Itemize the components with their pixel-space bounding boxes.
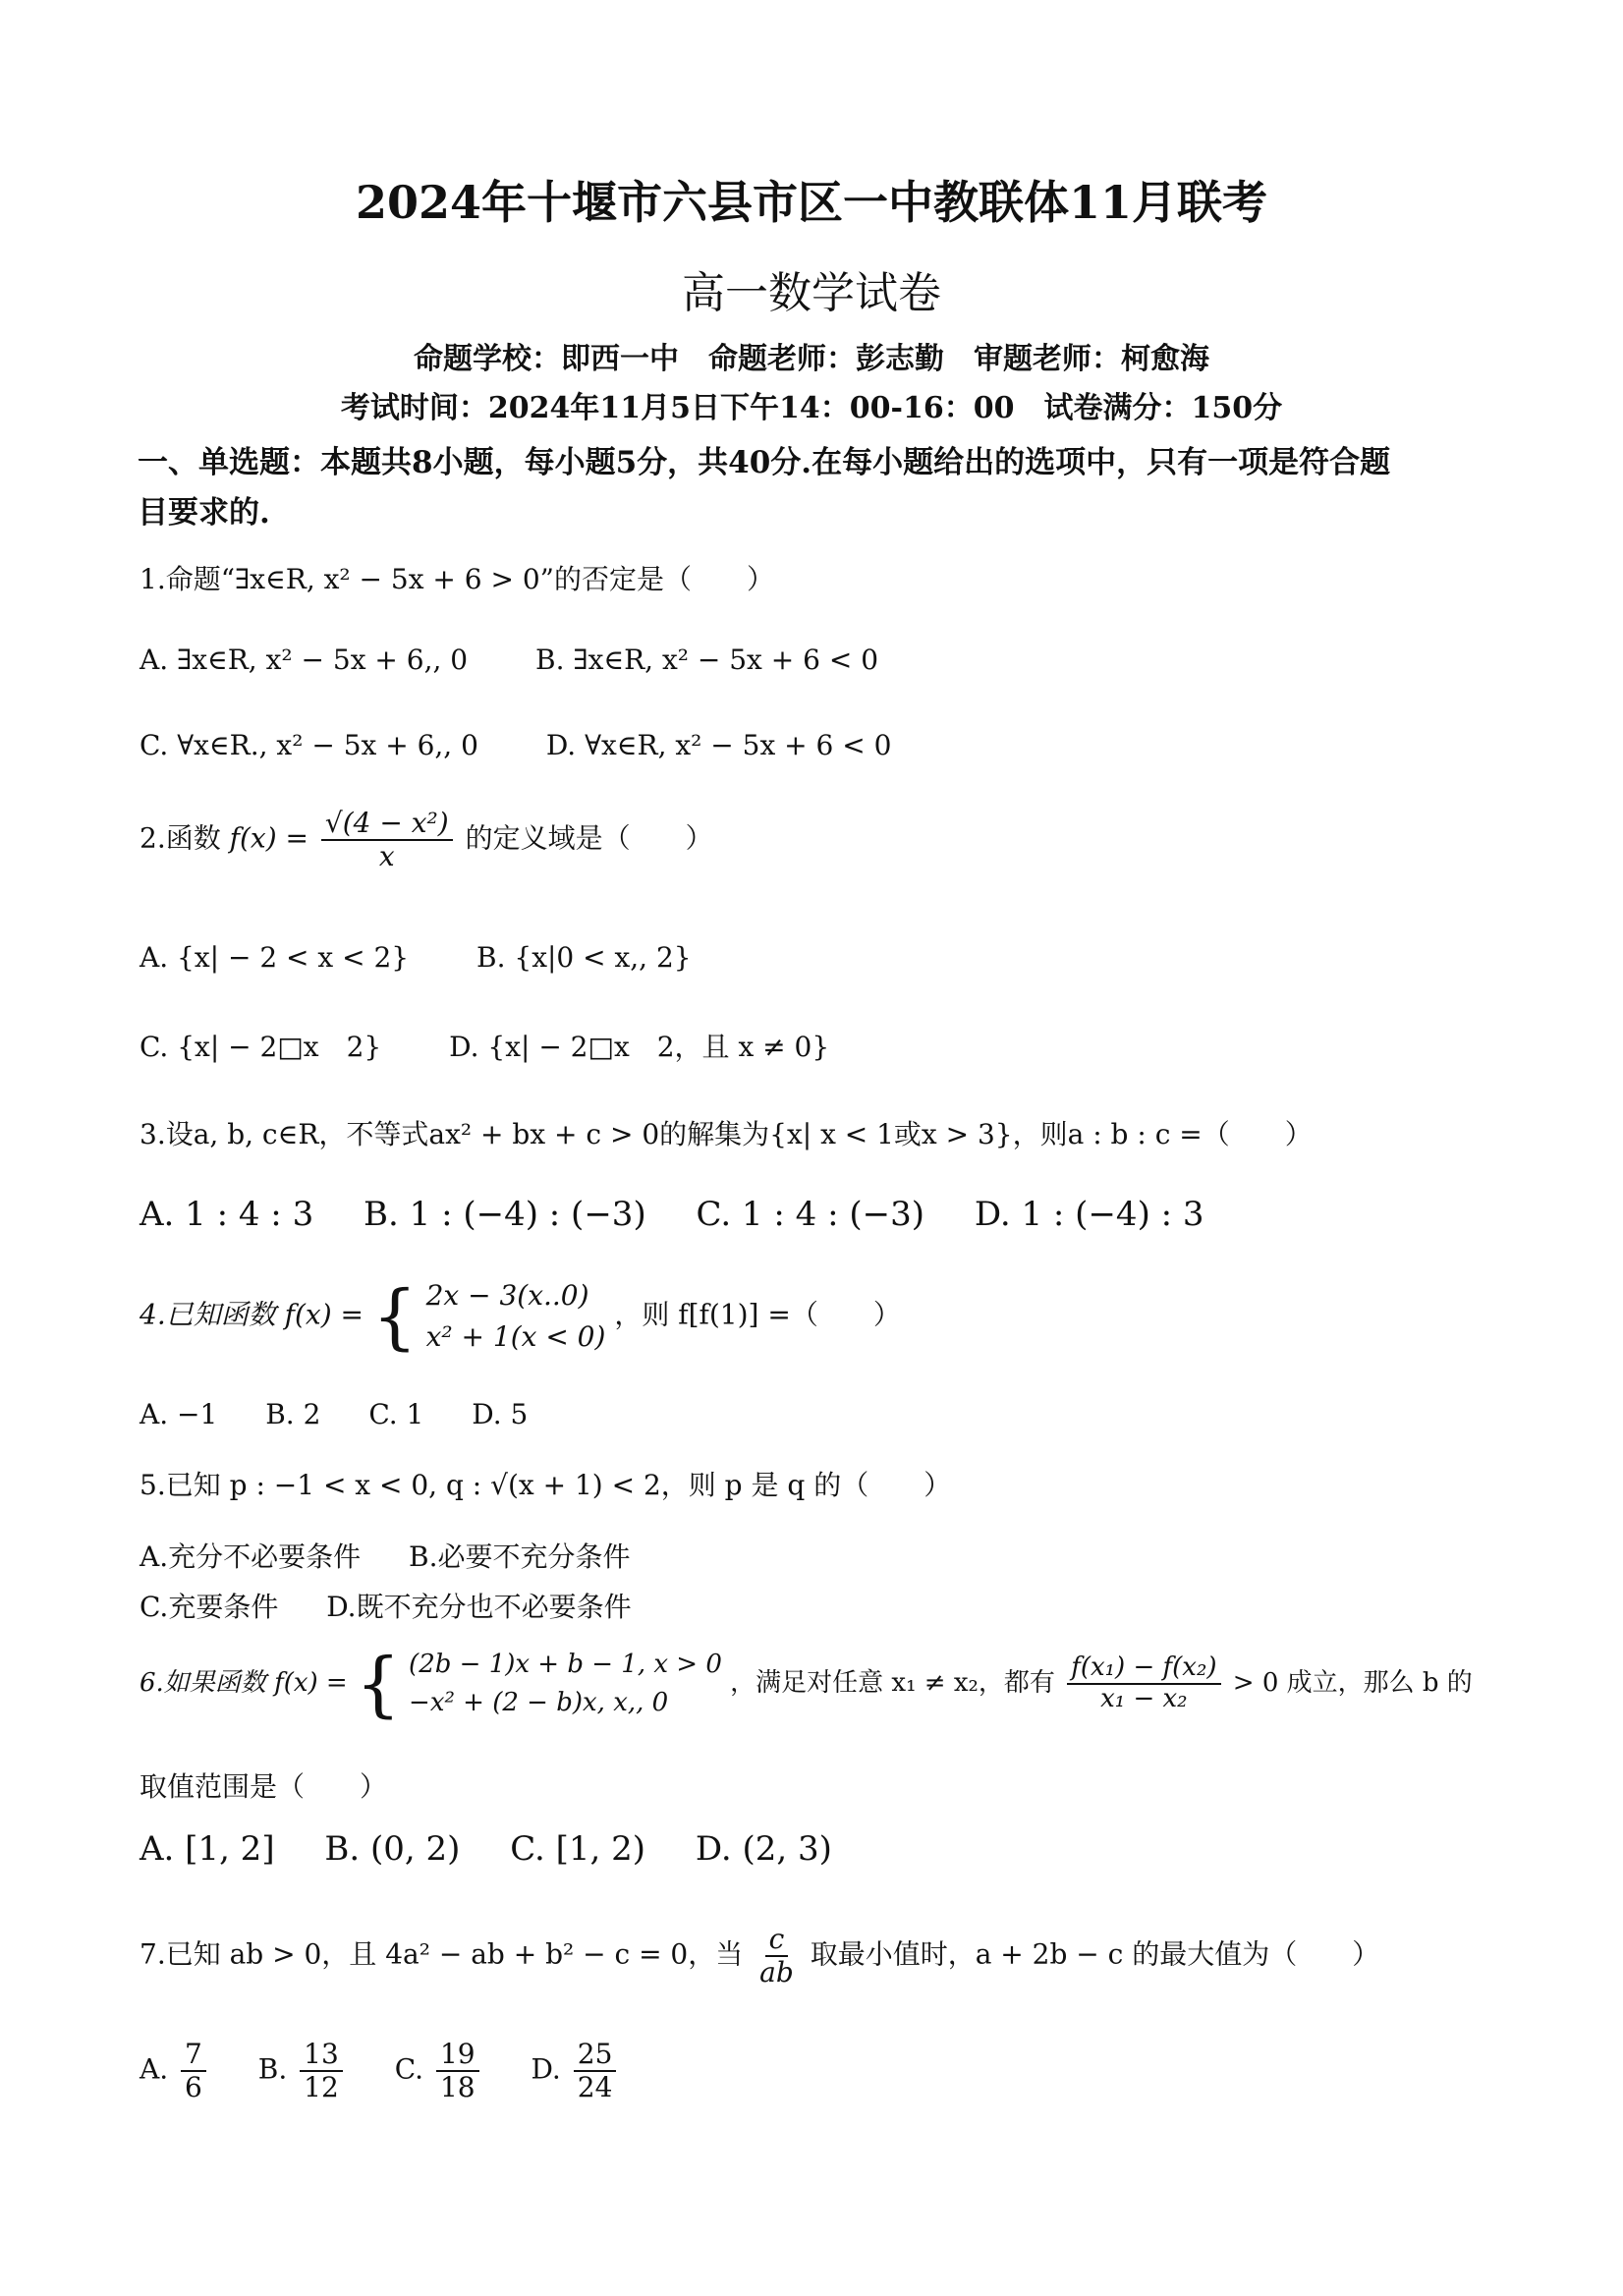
q6-mid: ，满足对任意 x₁ ≠ x₂，都有: [730, 1668, 1055, 1698]
question-2-stem: [140, 808, 713, 872]
question-7-options: [140, 2039, 659, 2103]
q6-option-b[interactable]: B. (0, 2): [324, 1829, 461, 1869]
q7-numerator: c: [765, 1924, 789, 1957]
q7-suffix: 取最小值时，a + 2b − c 的最大值为（ ）: [810, 1937, 1380, 1971]
q6-case-2: −x² + (2 − b)x, x,, 0: [409, 1688, 669, 1717]
question-3-stem: 3.设a, b, c∈R，不等式ax² + bx + c > 0的解集为{x| x < 1或x > 3}，则a : b : c =（ ）: [140, 1118, 1313, 1150]
q4-option-d[interactable]: D. 5: [472, 1398, 529, 1430]
q7-b-num: 13: [300, 2039, 343, 2072]
question-5-options: [140, 1536, 670, 1575]
q2-denominator: x: [378, 840, 395, 873]
q6-brace: {: [355, 1642, 401, 1725]
q6-option-c[interactable]: C. [1, 2): [510, 1829, 646, 1869]
q3-option-d[interactable]: D. 1 : (−4) : 3: [974, 1195, 1204, 1234]
q7-a-label: A.: [140, 2052, 169, 2086]
question-5-options-2: [140, 1586, 671, 1625]
q7-prefix: 7.已知 ab > 0，且 4a² − ab + b² − c = 0，当: [140, 1937, 744, 1971]
q7-option-d[interactable]: [531, 2039, 620, 2103]
q6-denominator: x₁ − x₂: [1100, 1684, 1188, 1713]
q2-option-c[interactable]: C. {x| − 2□x 2}: [140, 1031, 382, 1063]
section-heading: 一、单选题：本题共8小题，每小题5分，共40分.在每小题给出的选项中，只有一项是符合题: [138, 445, 1391, 480]
q1-option-a[interactable]: A. ∃x∈R, x² − 5x + 6,, 0: [140, 644, 469, 676]
q7-c-fraction: [436, 2039, 479, 2103]
question-6-stem-cont: 取值范围是（ ）: [140, 1770, 388, 1803]
q3-option-b[interactable]: B. 1 : (−4) : (−3): [364, 1195, 646, 1234]
question-1-options-2: [140, 729, 930, 761]
q7-a-den: 6: [185, 2071, 202, 2104]
q5-option-b[interactable]: B.必要不充分条件: [409, 1540, 631, 1573]
question-2-options-2: [140, 1026, 868, 1065]
q2-option-a[interactable]: A. {x| − 2 < x < 2}: [140, 941, 410, 974]
q7-a-fraction: [181, 2039, 206, 2103]
question-5-stem: 5.已知 p : −1 < x < 0, q : √(x + 1) < 2，则 p 是 q 的（ ）: [140, 1469, 952, 1501]
q2-numerator: √(4 − x²): [321, 808, 453, 841]
q4-piecewise: [426, 1275, 606, 1358]
q7-option-c[interactable]: [395, 2039, 483, 2103]
q6-case-1: (2b − 1)x + b − 1, x > 0: [409, 1650, 722, 1679]
question-6-stem: [140, 1642, 1473, 1725]
q4-case-2: x² + 1(x < 0): [425, 1320, 606, 1353]
q7-b-den: 12: [304, 2071, 339, 2104]
q6-prefix: 6.如果函数 f(x) =: [140, 1668, 348, 1698]
q4-option-c[interactable]: C. 1: [368, 1398, 424, 1430]
q7-d-fraction: [574, 2039, 617, 2103]
q7-denominator: ab: [759, 1956, 794, 1989]
q7-option-b[interactable]: [258, 2039, 347, 2103]
q2-option-d[interactable]: D. {x| − 2□x 2，且 x ≠ 0}: [449, 1031, 830, 1063]
q7-c-label: C.: [394, 2052, 424, 2086]
q7-d-label: D.: [531, 2052, 561, 2086]
q4-option-a[interactable]: A. −1: [140, 1398, 218, 1430]
q7-b-label: B.: [257, 2052, 288, 2086]
q2-lhs: f(x) =: [229, 821, 308, 855]
q7-c-num: 19: [436, 2039, 479, 2072]
question-4-stem: [140, 1275, 901, 1358]
question-7-stem: [140, 1924, 1379, 1988]
q3-option-c[interactable]: C. 1 : 4 : (−3): [696, 1195, 924, 1234]
q7-option-a[interactable]: [140, 2039, 210, 2103]
q7-d-num: 25: [574, 2039, 617, 2072]
q2-suffix: 的定义域是（ ）: [465, 821, 713, 855]
q7-fraction: [756, 1924, 798, 1988]
exam-title: 2024年十堰市六县市区一中教联体11月联考: [355, 176, 1268, 229]
q5-option-d[interactable]: D.既不充分也不必要条件: [326, 1591, 632, 1623]
q1-option-b[interactable]: B. ∃x∈R, x² − 5x + 6 < 0: [535, 644, 879, 676]
q5-option-c[interactable]: C.充要条件: [140, 1591, 279, 1623]
q6-piecewise: [409, 1646, 722, 1722]
q1-option-d[interactable]: D. ∀x∈R, x² − 5x + 6 < 0: [545, 729, 892, 761]
q6-option-a[interactable]: A. [1, 2]: [140, 1829, 275, 1869]
q6-numerator: f(x₁) − f(x₂): [1067, 1653, 1220, 1685]
q4-prefix: 4.已知函数 f(x) =: [140, 1298, 364, 1331]
question-2-options: [140, 941, 731, 974]
q7-c-den: 18: [439, 2071, 476, 2104]
question-4-options: [140, 1398, 567, 1430]
q3-option-a[interactable]: A. 1 : 4 : 3: [140, 1195, 314, 1234]
q7-a-num: 7: [181, 2039, 206, 2072]
q4-case-1: 2x − 3(x..0): [425, 1279, 589, 1312]
question-1-options: [140, 644, 918, 676]
q6-suffix: > 0 成立，那么 b 的: [1232, 1668, 1473, 1698]
question-1-stem: 1.命题“∃x∈R, x² − 5x + 6 > 0”的否定是（ ）: [140, 563, 774, 595]
question-6-options: [140, 1829, 871, 1869]
question-3-options: [140, 1195, 1244, 1234]
q1-option-c[interactable]: C. ∀x∈R., x² − 5x + 6,, 0: [140, 729, 478, 761]
q7-d-den: 24: [577, 2071, 613, 2104]
q4-suffix: ，则 f[f(1)] =（ ）: [614, 1298, 901, 1331]
q2-fraction: [321, 808, 453, 872]
q2-option-b[interactable]: B. {x|0 < x,, 2}: [476, 941, 692, 974]
q6-fraction: [1067, 1653, 1220, 1714]
exam-authors: 命题学校：即西一中 命题老师：彭志勤 审题老师：柯愈海: [414, 342, 1209, 376]
q4-brace: {: [371, 1274, 418, 1358]
exam-info: 考试时间：2024年11月5日下午14：00-16：00 试卷满分：150分: [340, 391, 1283, 425]
q6-option-d[interactable]: D. (2, 3): [695, 1829, 832, 1869]
exam-subtitle: 高一数学试卷: [682, 268, 941, 318]
q2-prefix: 2.函数: [140, 821, 221, 855]
q7-b-fraction: [300, 2039, 343, 2103]
section-heading-cont: 目要求的.: [138, 495, 270, 531]
q4-option-b[interactable]: B. 2: [265, 1398, 321, 1430]
q5-option-a[interactable]: A.充分不必要条件: [140, 1540, 362, 1573]
